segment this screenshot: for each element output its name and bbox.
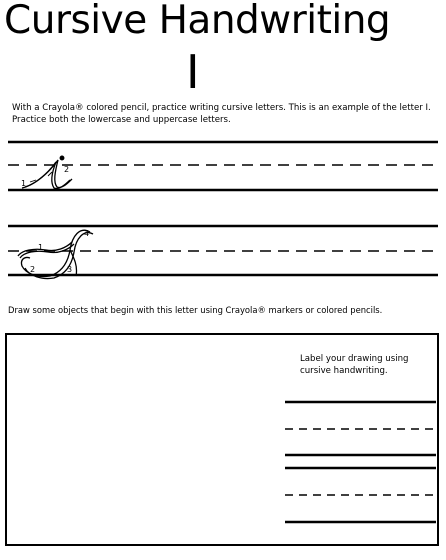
- drawing-instructions: Draw some objects that begin with this letter using Crayola® markers or colored pencils.: [8, 305, 383, 315]
- stroke-number: 1: [38, 243, 44, 252]
- page-title: Cursive Handwriting: [4, 0, 391, 43]
- stroke-number: 1: [21, 179, 27, 188]
- stroke-number: 3: [67, 265, 73, 274]
- stroke-number: 2: [64, 165, 70, 174]
- label-instructions: Label your drawing using cursive handwriting.: [300, 354, 409, 376]
- stroke-number: 2: [30, 265, 36, 274]
- stroke-number: 4: [84, 229, 90, 238]
- featured-letter: I: [186, 45, 200, 99]
- practice-instructions: With a Crayola® colored pencil, practice writing cursive letters. This is an example of the letter I. Practice both the lowercase and uppercase letters.: [12, 103, 431, 125]
